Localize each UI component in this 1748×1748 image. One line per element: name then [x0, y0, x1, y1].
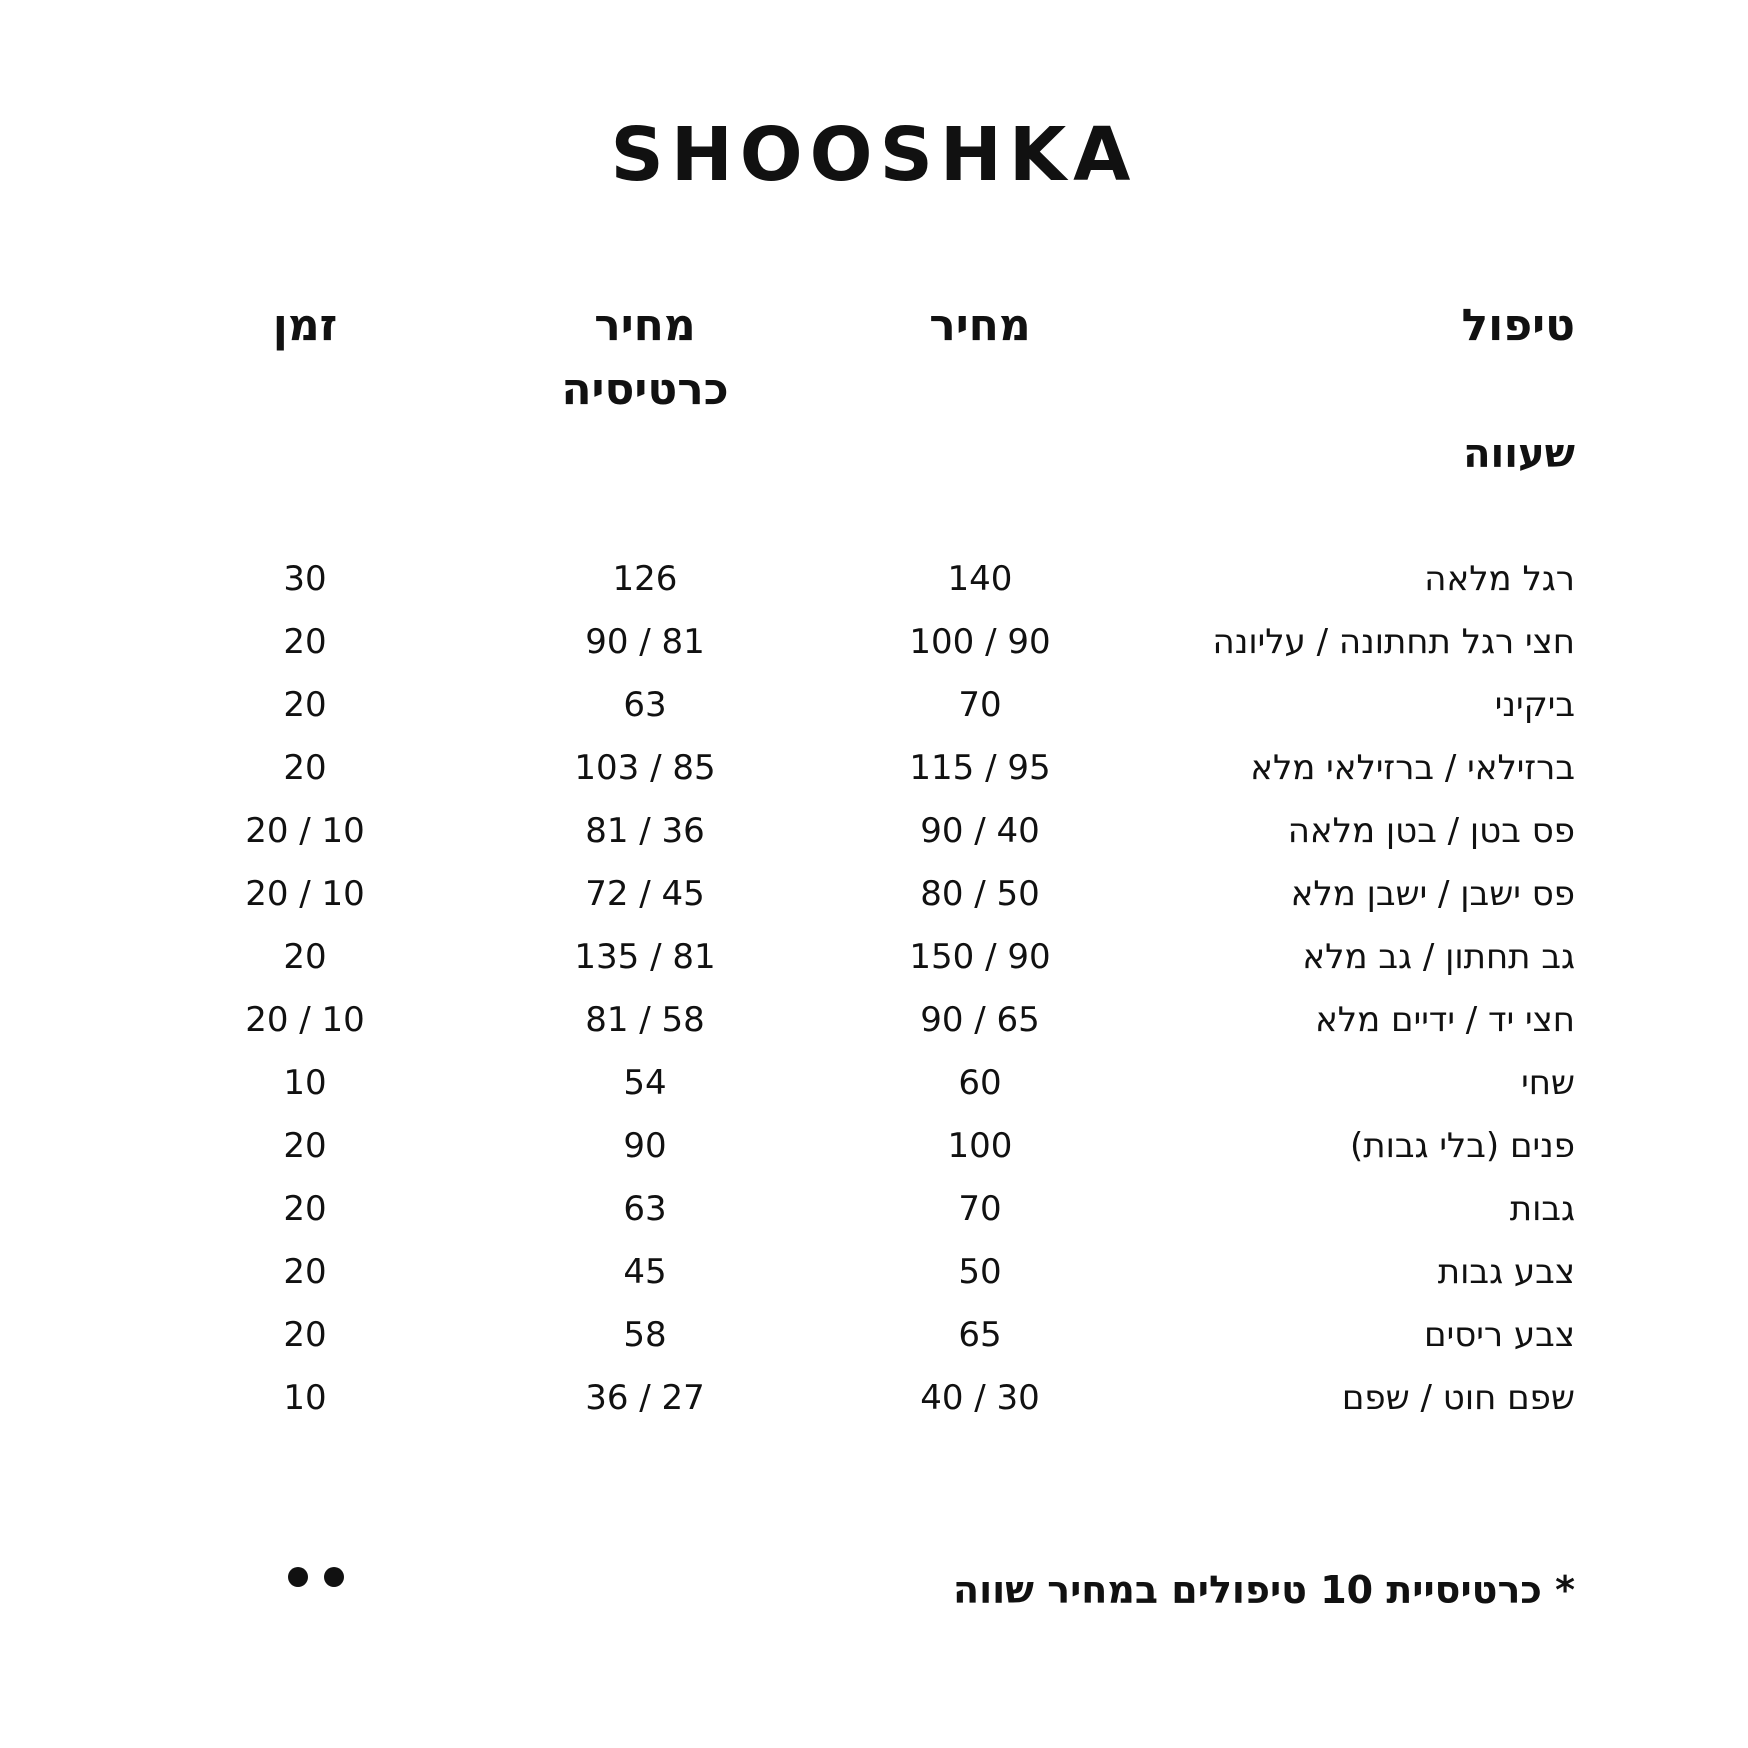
price-value: 65 — [958, 1315, 1002, 1355]
price-value: 80 / 50 — [920, 874, 1040, 914]
price-value: 90 / 40 — [920, 811, 1040, 851]
price-value: 115 / 95 — [909, 748, 1051, 788]
price-value: 60 — [958, 1063, 1002, 1103]
card-price-value: 36 / 27 — [585, 1378, 705, 1418]
card-price-value: 81 / 58 — [585, 1000, 705, 1040]
time-value: 20 — [283, 1189, 327, 1229]
treatment-name: גבות — [1509, 1189, 1575, 1229]
treatment-name: פס ישבן / ישבן מלא — [1290, 874, 1575, 914]
card-price-value: 103 / 85 — [574, 748, 716, 788]
table-row — [0, 989, 1748, 1052]
card-price-value: 126 — [612, 559, 678, 599]
header-price: מחיר — [929, 300, 1031, 351]
card-price-value: 135 / 81 — [574, 937, 716, 977]
card-price-value: 63 — [623, 685, 667, 725]
dot-icon — [288, 1567, 308, 1587]
table-row — [0, 926, 1748, 989]
card-price-value: 81 / 36 — [585, 811, 705, 851]
treatment-name: שפם חוט / שפם — [1341, 1378, 1575, 1418]
header-card-price-line1: מחיר — [594, 300, 696, 351]
card-price-value: 45 — [623, 1252, 667, 1292]
price-value: 150 / 90 — [909, 937, 1051, 977]
treatment-name: פס בטן / בטן מלאה — [1287, 811, 1575, 851]
price-value: 140 — [947, 559, 1013, 599]
time-value: 20 / 10 — [245, 1000, 365, 1040]
card-price-value: 72 / 45 — [585, 874, 705, 914]
price-value: 40 / 30 — [920, 1378, 1040, 1418]
card-price-value: 63 — [623, 1189, 667, 1229]
time-value: 20 — [283, 1126, 327, 1166]
time-value: 10 — [283, 1063, 327, 1103]
price-value: 100 / 90 — [909, 622, 1051, 662]
treatment-name: גב תחתון / גב מלא — [1302, 937, 1575, 977]
treatment-name: חצי יד / ידיים מלא — [1315, 1000, 1575, 1040]
table-row — [0, 548, 1748, 611]
header-treatment: טיפול — [1461, 300, 1575, 351]
header-time: זמן — [272, 300, 338, 351]
table-row — [0, 1115, 1748, 1178]
treatment-name: רגל מלאה — [1424, 559, 1575, 599]
treatment-name: ביקיני — [1494, 685, 1575, 725]
treatment-name: חצי רגל תחתונה / עליונה — [1212, 622, 1575, 662]
card-price-value: 54 — [623, 1063, 667, 1103]
treatment-name: צבע ריסים — [1424, 1315, 1575, 1355]
time-value: 20 — [283, 1315, 327, 1355]
table-row — [0, 800, 1748, 863]
footnote: * כרטיסיית 10 טיפולים במחיר שווה — [952, 1568, 1575, 1612]
price-value: 70 — [958, 685, 1002, 725]
time-value: 20 — [283, 937, 327, 977]
brand-title: SHOOSHKA — [610, 112, 1138, 198]
price-value: 70 — [958, 1189, 1002, 1229]
table-row — [0, 1241, 1748, 1304]
card-price-value: 90 / 81 — [585, 622, 705, 662]
time-value: 20 — [283, 685, 327, 725]
time-value: 20 — [283, 748, 327, 788]
time-value: 20 — [283, 622, 327, 662]
time-value: 20 / 10 — [245, 811, 365, 851]
card-price-value: 90 — [623, 1126, 667, 1166]
price-value: 50 — [958, 1252, 1002, 1292]
price-value: 90 / 65 — [920, 1000, 1040, 1040]
treatment-name: פנים (בלי גבות) — [1349, 1126, 1575, 1166]
table-row — [0, 611, 1748, 674]
table-row — [0, 1304, 1748, 1367]
header-card-price-line2: כרטיסיה — [561, 364, 729, 415]
treatment-name: ברזילאי / ברזילאי מלא — [1250, 748, 1575, 788]
time-value: 30 — [283, 559, 327, 599]
dot-icon — [324, 1567, 344, 1587]
time-value: 20 / 10 — [245, 874, 365, 914]
section-title: שעווה — [1463, 431, 1575, 477]
table-row — [0, 1367, 1748, 1430]
table-row — [0, 674, 1748, 737]
time-value: 20 — [283, 1252, 327, 1292]
treatment-name: צבע גבות — [1437, 1252, 1575, 1292]
header-card-price — [520, 294, 770, 422]
treatment-name: שחי — [1521, 1063, 1575, 1103]
card-price-value: 58 — [623, 1315, 667, 1355]
price-table — [0, 548, 1748, 1430]
table-row — [0, 1178, 1748, 1241]
table-row — [0, 1052, 1748, 1115]
table-row — [0, 737, 1748, 800]
dots-icon — [288, 1567, 348, 1589]
time-value: 10 — [283, 1378, 327, 1418]
price-value: 100 — [947, 1126, 1013, 1166]
table-row — [0, 863, 1748, 926]
